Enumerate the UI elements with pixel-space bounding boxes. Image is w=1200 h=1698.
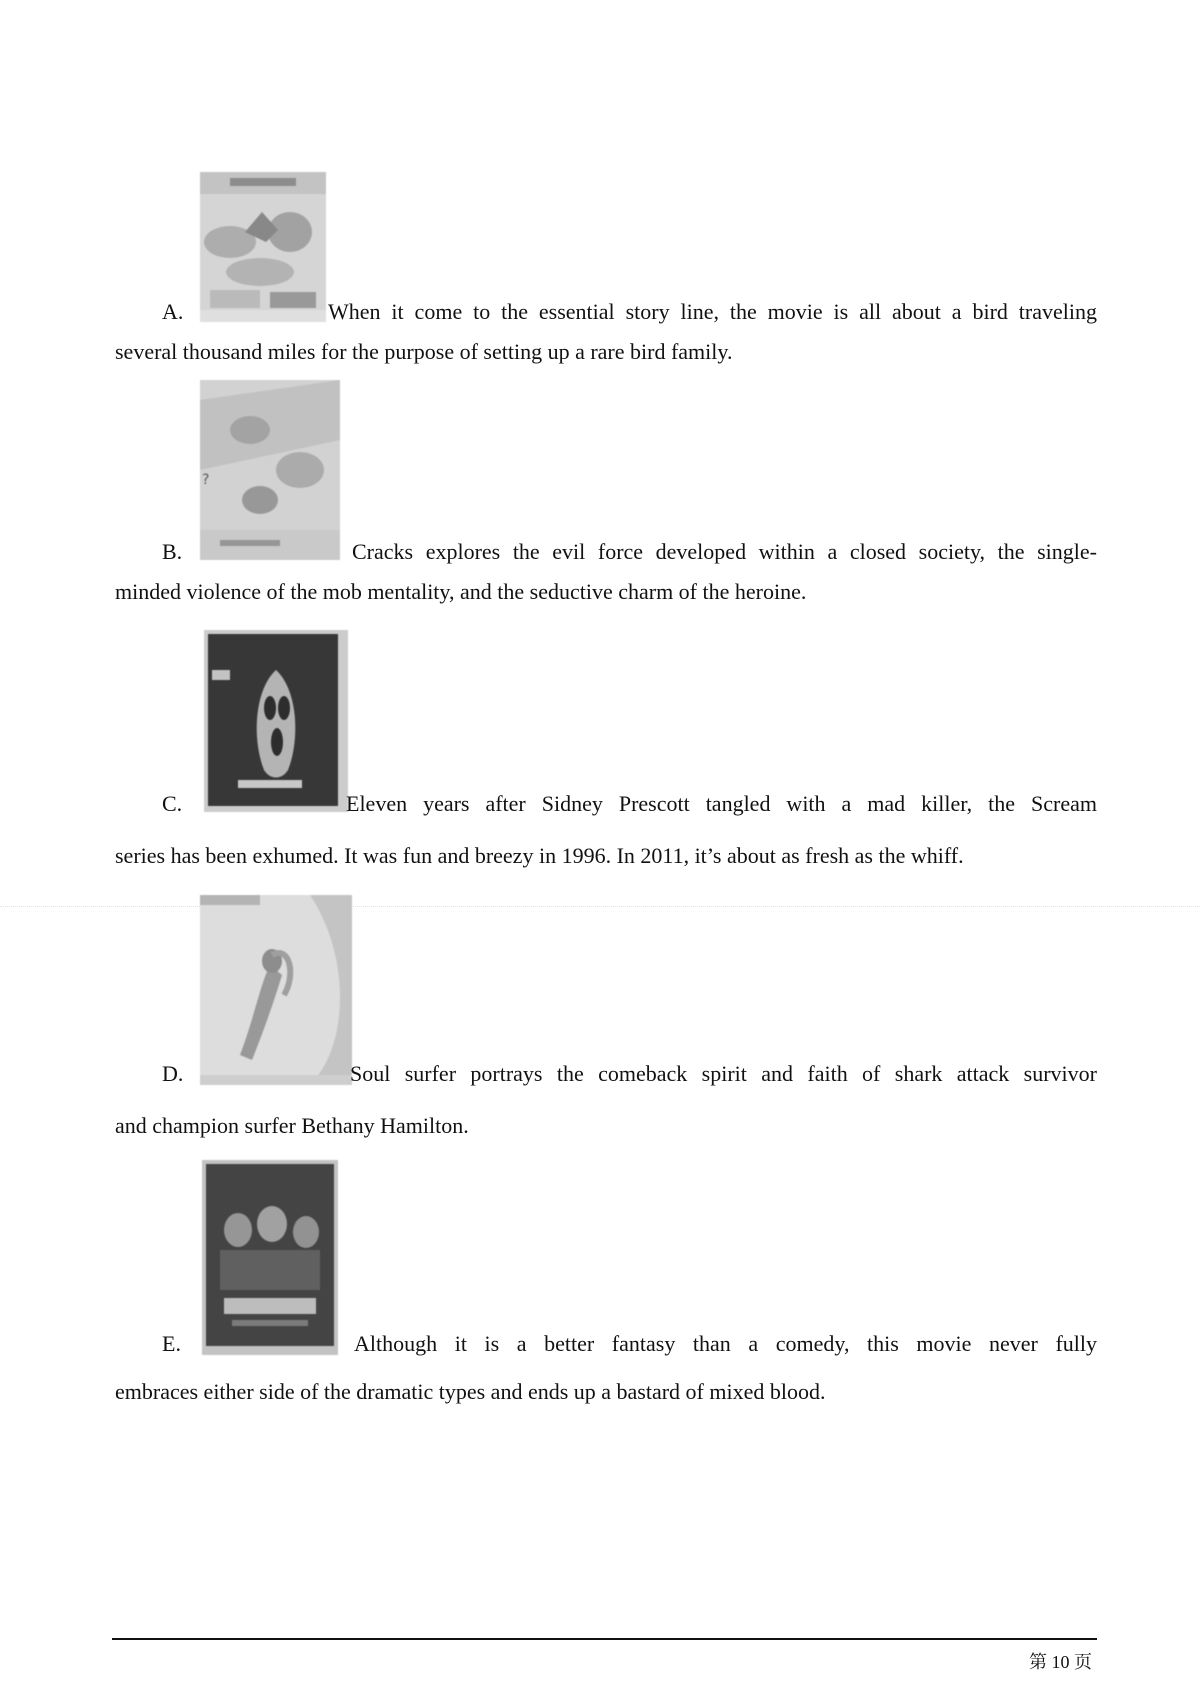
bird-movie-poster	[200, 172, 326, 322]
svg-text:?: ?	[202, 472, 210, 488]
cracks-movie-poster-image	[200, 380, 340, 560]
soul-surfer-poster-image	[200, 895, 352, 1085]
item-d-line2: and champion surfer Bethany Hamilton.	[115, 1113, 469, 1138]
scream-movie-poster	[204, 630, 348, 812]
item-b-label: B.	[162, 539, 183, 564]
item-a-line1: When it come to the essential story line, the movie is all about a bird traveling	[328, 299, 1097, 324]
scream-movie-poster-image	[204, 630, 348, 812]
footer-divider	[112, 1638, 1097, 1640]
heroines-movie-poster	[202, 1160, 338, 1355]
item-d-label: D.	[162, 1061, 184, 1086]
item-e-line1: Although it is a better fantasy than a comedy, this movie never fully	[354, 1331, 1097, 1356]
item-c-label: C.	[162, 791, 183, 816]
item-c-line1: Eleven years after Sidney Prescott tangled with a mad killer, the Scream	[346, 791, 1097, 816]
item-b-line2: minded violence of the mob mentality, and the seductive charm of the heroine.	[115, 579, 807, 604]
item-d-line1: Soul surfer portrays the comeback spirit and faith of shark attack survivor	[350, 1061, 1097, 1086]
soul-surfer-poster	[200, 895, 352, 1085]
item-a-label: A.	[162, 299, 184, 324]
item-b-line1: Cracks explores the evil force developed within a closed society, the single-	[352, 539, 1097, 564]
bird-movie-poster-image	[200, 172, 326, 322]
item-c-line2: series has been exhumed. It was fun and breezy in 1996. In 2011, it’s about as fresh as the whiff.	[115, 843, 964, 868]
item-e-label: E.	[162, 1331, 181, 1356]
item-e-line2: embraces either side of the dramatic types and ends up a bastard of mixed blood.	[115, 1379, 826, 1404]
page-break-divider	[0, 906, 1200, 907]
page-number: 第 10 页	[1029, 1652, 1092, 1672]
item-a-line2: several thousand miles for the purpose of setting up a rare bird family.	[115, 339, 733, 364]
heroines-movie-poster-image	[202, 1160, 338, 1355]
cracks-movie-poster	[200, 380, 340, 560]
